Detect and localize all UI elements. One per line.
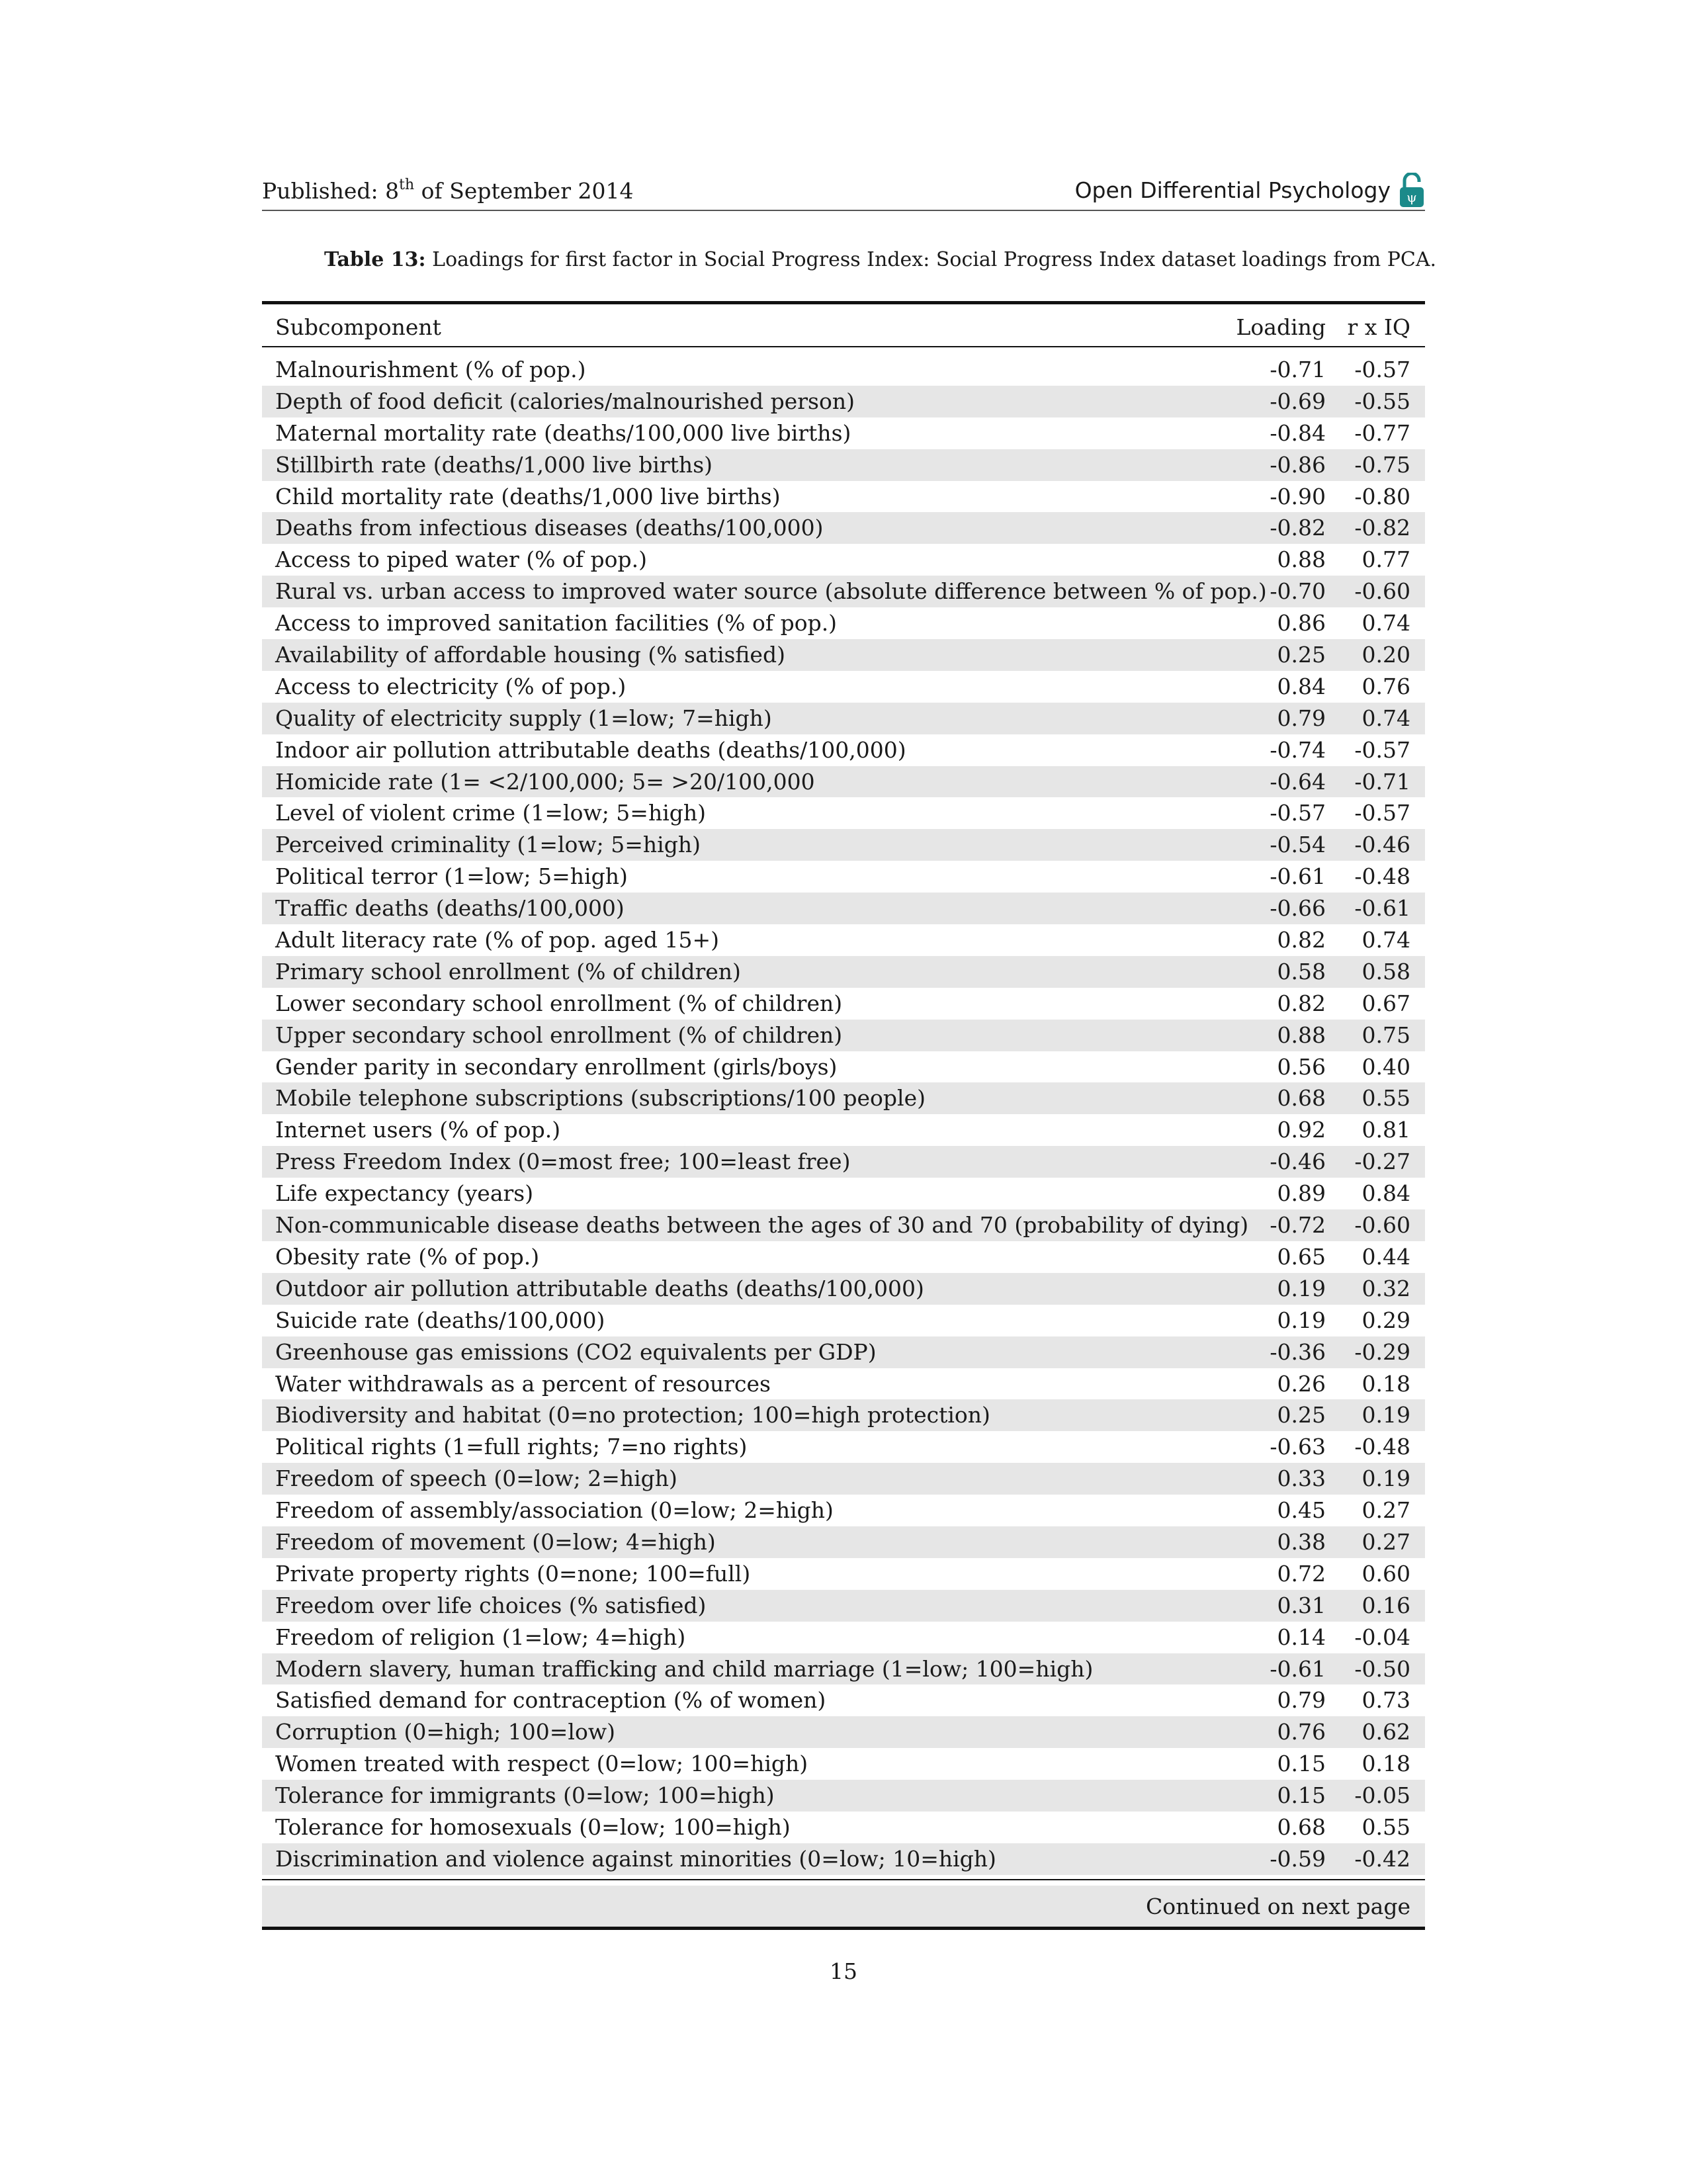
loading-cell: 0.19 [1277,1275,1326,1301]
table-row [262,703,1425,734]
table-row [262,829,1425,861]
subcomponent-cell: Obesity rate (% of pop.) [275,1243,540,1270]
table-row [262,607,1425,639]
table-row [262,988,1425,1020]
riq-cell: 0.76 [1362,673,1410,699]
loading-cell: -0.46 [1270,1149,1326,1175]
table-row [262,544,1425,576]
table-body [262,347,1425,1875]
table-row [262,576,1425,607]
subcomponent-cell: Freedom of movement (0=low; 4=high) [275,1528,716,1555]
riq-cell: 0.74 [1362,705,1410,731]
subcomponent-cell: Perceived criminality (1=low; 5=high) [275,832,701,858]
riq-cell: 0.27 [1362,1497,1410,1524]
svg-text:ψ: ψ [1406,189,1417,205]
subcomponent-cell: Level of violent crime (1=low; 5=high) [275,800,707,826]
loading-cell: -0.57 [1270,800,1326,826]
loading-cell: 0.68 [1277,1085,1326,1112]
subcomponent-cell: Tolerance for immigrants (0=low; 100=high) [275,1782,775,1809]
loading-cell: 0.15 [1277,1782,1326,1809]
loading-cell: 0.76 [1277,1719,1326,1745]
table-header [262,304,1425,346]
loading-cell: 0.25 [1277,1402,1326,1428]
subcomponent-cell: Freedom of assembly/association (0=low; 2=high) [275,1497,834,1524]
subcomponent-cell: Internet users (% of pop.) [275,1117,561,1143]
subcomponent-cell: Suicide rate (deaths/100,000) [275,1307,605,1333]
header-riq: r x IQ [1347,314,1410,340]
loading-cell: 0.88 [1277,546,1326,573]
table-row [262,1558,1425,1590]
header-loading: Loading [1236,314,1326,340]
publication-date: Published: 8th of September 2014 [262,177,634,204]
loading-cell: 0.26 [1277,1370,1326,1397]
riq-cell: -0.57 [1354,800,1410,826]
subcomponent-cell: Availability of affordable housing (% satisfied) [275,642,785,668]
loading-cell: 0.72 [1277,1560,1326,1587]
riq-cell: 0.62 [1362,1719,1410,1745]
table-row [262,1178,1425,1209]
subcomponent-cell: Modern slavery, human trafficking and child marriage (1=low; 100=high) [275,1655,1094,1682]
subcomponent-cell: Access to electricity (% of pop.) [275,673,627,699]
header-subcomponent: Subcomponent [275,314,441,340]
riq-cell: -0.75 [1354,451,1410,478]
riq-cell: -0.82 [1354,515,1410,541]
open-access-lock-icon [1399,173,1425,207]
riq-cell: 0.44 [1362,1243,1410,1270]
riq-cell: -0.57 [1354,736,1410,763]
table-row [262,1653,1425,1685]
loading-cell: 0.89 [1277,1180,1326,1207]
table-row [262,1368,1425,1400]
subcomponent-cell: Rural vs. urban access to improved water source (absolute difference between % of pop.) [275,578,1267,605]
riq-cell: 0.77 [1362,546,1410,573]
subcomponent-cell: Malnourishment (% of pop.) [275,357,586,382]
table-row [262,1305,1425,1336]
riq-cell: -0.61 [1354,895,1410,922]
riq-cell: 0.40 [1362,1053,1410,1080]
page-header [262,169,1425,211]
subcomponent-cell: Tolerance for homosexuals (0=low; 100=high) [275,1813,791,1840]
riq-cell: -0.50 [1354,1655,1410,1682]
riq-cell: 0.19 [1362,1465,1410,1492]
loading-cell: -0.90 [1270,483,1326,509]
riq-cell: 0.32 [1362,1275,1410,1301]
subcomponent-cell: Life expectancy (years) [275,1180,534,1207]
table-row [262,1463,1425,1495]
loading-cell: 0.86 [1277,610,1326,636]
riq-cell: 0.58 [1362,958,1410,984]
page-number: 15 [830,1958,857,1984]
subcomponent-cell: Biodiversity and habitat (0=no protection; 100=high protection) [275,1402,990,1428]
table-row [262,481,1425,513]
table-row [262,766,1425,798]
subcomponent-cell: Access to improved sanitation facilities (% of pop.) [275,610,838,636]
riq-cell: 0.29 [1362,1307,1410,1333]
subcomponent-cell: Deaths from infectious diseases (deaths/100,000) [275,515,824,541]
subcomponent-cell: Political terror (1=low; 5=high) [275,863,628,890]
subcomponent-cell: Discrimination and violence against minorities (0=low; 10=high) [275,1845,996,1872]
loading-cell: 0.79 [1277,1687,1326,1714]
loading-cell: 0.19 [1277,1307,1326,1333]
subcomponent-cell: Women treated with respect (0=low; 100=high) [275,1751,808,1777]
loading-cell: 0.45 [1277,1497,1326,1524]
subcomponent-cell: Political rights (1=full rights; 7=no rights) [275,1434,748,1460]
riq-cell: 0.55 [1362,1085,1410,1112]
subcomponent-cell: Maternal mortality rate (deaths/100,000 live births) [275,419,851,446]
riq-cell: -0.77 [1354,419,1410,446]
loading-cell: -0.54 [1270,832,1326,858]
loading-cell: 0.68 [1277,1813,1326,1840]
table-row [262,924,1425,956]
table-row [262,1114,1425,1146]
subcomponent-cell: Quality of electricity supply (1=low; 7=high) [275,705,772,731]
subcomponent-cell: Stillbirth rate (deaths/1,000 live births) [275,451,713,478]
subcomponent-cell: Press Freedom Index (0=most free; 100=least free) [275,1149,851,1175]
subcomponent-cell: Traffic deaths (deaths/100,000) [275,895,625,922]
loading-cell: 0.25 [1277,642,1326,668]
loading-cell: -0.61 [1270,863,1326,890]
subcomponent-cell: Water withdrawals as a percent of resources [275,1370,771,1397]
riq-cell: 0.16 [1362,1592,1410,1618]
table-row [262,1495,1425,1526]
loading-cell: 0.15 [1277,1751,1326,1777]
table-row [262,386,1425,417]
table-row [262,1336,1425,1368]
continued-note: Continued on next page [262,1886,1425,1927]
table-caption: Table 13: Loadings for first factor in Social Progress Index: Social Progress Index dataset loadings from PCA. [324,248,1437,271]
loading-cell: -0.86 [1270,451,1326,478]
loading-cell: -0.69 [1270,388,1326,414]
riq-cell: -0.60 [1354,1212,1410,1239]
loading-cell: -0.64 [1270,768,1326,795]
table-row [262,1748,1425,1780]
table-row [262,1020,1425,1051]
subcomponent-cell: Upper secondary school enrollment (% of children) [275,1022,843,1048]
table-row [262,1526,1425,1558]
riq-cell: -0.04 [1354,1624,1410,1650]
riq-cell: 0.74 [1362,927,1410,953]
subcomponent-cell: Corruption (0=high; 100=low) [275,1719,615,1745]
table-row [262,1209,1425,1241]
loading-cell: 0.38 [1277,1528,1326,1555]
riq-cell: -0.42 [1354,1845,1410,1872]
riq-cell: 0.18 [1362,1751,1410,1777]
subcomponent-cell: Non-communicable disease deaths between the ages of 30 and 70 (probability of dying) [275,1212,1249,1239]
subcomponent-cell: Greenhouse gas emissions (CO2 equivalents per GDP) [275,1338,877,1365]
riq-cell: 0.19 [1362,1402,1410,1428]
table-row [262,893,1425,924]
journal-name: Open Differential Psychology ψ [1075,173,1425,207]
table-row [262,861,1425,893]
table-row [262,1684,1425,1716]
loading-cell: 0.79 [1277,705,1326,731]
table-row [262,449,1425,481]
loading-cell: -0.72 [1270,1212,1326,1239]
riq-cell: 0.60 [1362,1560,1410,1587]
loading-cell: 0.31 [1277,1592,1326,1618]
subcomponent-cell: Freedom of speech (0=low; 2=high) [275,1465,677,1492]
loading-cell: 0.84 [1277,673,1326,699]
riq-cell: -0.05 [1354,1782,1410,1809]
riq-cell: 0.27 [1362,1528,1410,1555]
subcomponent-cell: Freedom of religion (1=low; 4=high) [275,1624,686,1650]
table-row [262,1146,1425,1178]
loading-cell: 0.82 [1277,927,1326,953]
loading-cell: 0.33 [1277,1465,1326,1492]
table-row [262,1812,1425,1843]
table-row [262,1082,1425,1114]
loading-cell: 0.92 [1277,1117,1326,1143]
loading-cell: -0.71 [1270,357,1326,382]
riq-cell: -0.60 [1354,578,1410,605]
loading-cell: -0.74 [1270,736,1326,763]
loading-cell: -0.66 [1270,895,1326,922]
riq-cell: 0.74 [1362,610,1410,636]
subcomponent-cell: Depth of food deficit (calories/malnourished person) [275,388,855,414]
table-row [262,797,1425,829]
subcomponent-cell: Outdoor air pollution attributable deaths (deaths/100,000) [275,1275,924,1301]
riq-cell: 0.55 [1362,1813,1410,1840]
subcomponent-cell: Gender parity in secondary enrollment (girls/boys) [275,1053,838,1080]
riq-cell: -0.48 [1354,863,1410,890]
loading-cell: -0.82 [1270,515,1326,541]
subcomponent-cell: Access to piped water (% of pop.) [275,546,647,573]
riq-cell: -0.29 [1354,1338,1410,1365]
table-row [262,1716,1425,1748]
table-row [262,1399,1425,1431]
table-row [262,417,1425,449]
subcomponent-cell: Homicide rate (1= <2/100,000; 5= >20/100,000 [275,768,815,795]
table-row [262,734,1425,766]
riq-cell: -0.55 [1354,388,1410,414]
riq-cell: 0.20 [1362,642,1410,668]
table-row [262,1590,1425,1622]
loading-cell: -0.84 [1270,419,1326,446]
table-row [262,1843,1425,1875]
loading-cell: -0.61 [1270,1655,1326,1682]
table-row [262,1051,1425,1083]
subcomponent-cell: Child mortality rate (deaths/1,000 live births) [275,483,781,509]
riq-cell: -0.57 [1354,357,1410,382]
loading-cell: -0.70 [1270,578,1326,605]
riq-cell: 0.84 [1362,1180,1410,1207]
subcomponent-cell: Indoor air pollution attributable deaths (deaths/100,000) [275,736,906,763]
loading-cell: 0.58 [1277,958,1326,984]
riq-cell: 0.18 [1362,1370,1410,1397]
table-row [262,1241,1425,1273]
subcomponent-cell: Lower secondary school enrollment (% of children) [275,990,843,1016]
subcomponent-cell: Satisfied demand for contraception (% of women) [275,1687,826,1714]
subcomponent-cell: Primary school enrollment (% of children) [275,958,741,984]
subcomponent-cell: Mobile telephone subscriptions (subscriptions/100 people) [275,1085,926,1112]
loading-cell: -0.63 [1270,1434,1326,1460]
loading-cell: -0.59 [1270,1845,1326,1872]
subcomponent-cell: Freedom over life choices (% satisfied) [275,1592,707,1618]
loading-cell: 0.88 [1277,1022,1326,1048]
riq-cell: -0.48 [1354,1434,1410,1460]
table-row [262,1622,1425,1653]
table-row [262,671,1425,703]
riq-cell: -0.46 [1354,832,1410,858]
loading-cell: 0.14 [1277,1624,1326,1650]
table-row [262,1431,1425,1463]
table-row [262,354,1425,386]
table-row [262,1780,1425,1812]
loading-cell: 0.82 [1277,990,1326,1016]
loading-cell: 0.65 [1277,1243,1326,1270]
loading-cell: -0.36 [1270,1338,1326,1365]
riq-cell: 0.73 [1362,1687,1410,1714]
table-row [262,1273,1425,1305]
table-row [262,639,1425,671]
riq-cell: 0.81 [1362,1117,1410,1143]
table-row [262,512,1425,544]
riq-cell: -0.80 [1354,483,1410,509]
loading-cell: 0.56 [1277,1053,1326,1080]
riq-cell: 0.75 [1362,1022,1410,1048]
riq-cell: -0.27 [1354,1149,1410,1175]
riq-cell: 0.67 [1362,990,1410,1016]
riq-cell: -0.71 [1354,768,1410,795]
table-row [262,956,1425,988]
subcomponent-cell: Private property rights (0=none; 100=full) [275,1560,751,1587]
loadings-table [262,301,1425,1930]
subcomponent-cell: Adult literacy rate (% of pop. aged 15+) [275,927,720,953]
